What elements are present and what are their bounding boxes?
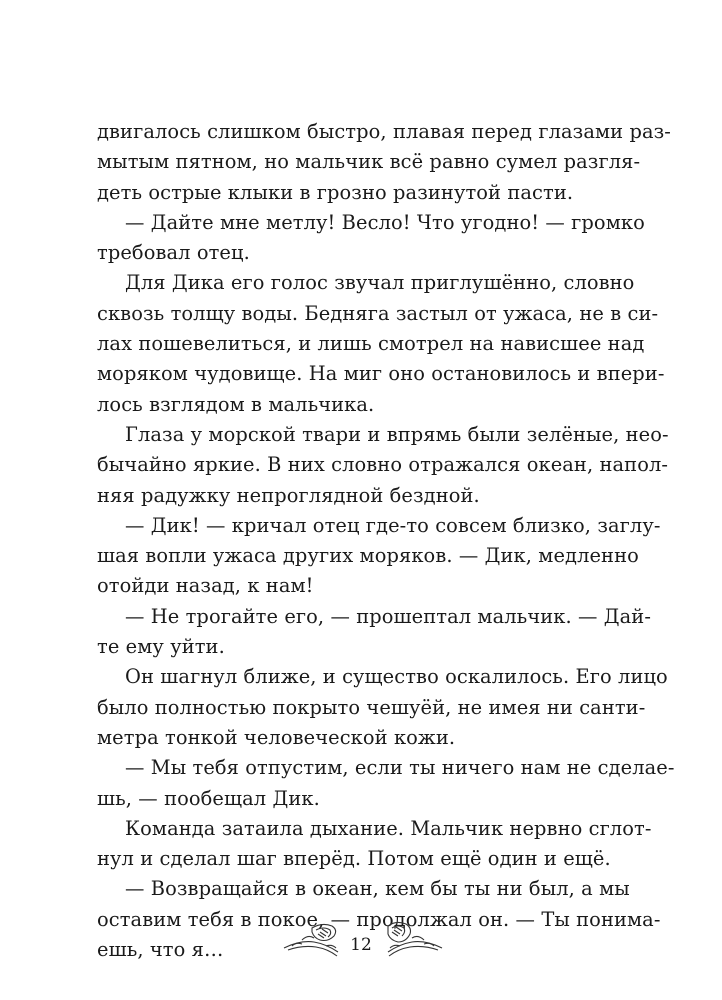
shell-ornament-icon <box>384 918 444 967</box>
text-line: те ему уйти. <box>97 635 225 659</box>
body-text <box>97 117 675 965</box>
text-line: бычайно яркие. В них словно отражался океан, напол- <box>97 453 669 477</box>
text-line: Он шагнул ближе, и существо оскалилось. Его лицо <box>125 665 668 689</box>
text-line: сквозь толщу воды. Бедняга застыл от ужаса, не в си- <box>97 301 659 325</box>
text-line: — Дик! — кричал отец где-то совсем близко, заглу- <box>125 513 661 537</box>
page-number: 12 <box>350 935 372 955</box>
text-line: лось взглядом в мальчика. <box>97 392 375 416</box>
text-line: Для Дика его голос звучал приглушённо, словно <box>125 271 635 295</box>
text-line: требовал отец. <box>97 241 250 265</box>
text-line: деть острые клыки в грозно разинутой пасти. <box>97 180 574 204</box>
text-line: моряком чудовище. На миг оно остановилось и впери- <box>97 362 665 386</box>
text-line: — Дайте мне метлу! Весло! Что угодно! — громко <box>125 210 645 234</box>
page-footer <box>0 918 722 978</box>
text-line: — Не трогайте его, — прошептал мальчик. — Дай- <box>125 604 651 628</box>
text-line: — Мы тебя отпустим, если ты ничего нам не сделае- <box>125 756 675 780</box>
text-line: лах пошевелиться, и лишь смотрел на нависшее над <box>97 332 645 356</box>
text-line: няя радужку непроглядной бездной. <box>97 483 480 507</box>
text-line: шь, — пообещал Дик. <box>97 786 320 810</box>
text-line: шая вопли ужаса других моряков. — Дик, медленно <box>97 544 639 568</box>
text-line: Команда затаила дыхание. Мальчик нервно сглот- <box>125 816 652 840</box>
text-line: двигалось слишком быстро, плавая перед глазами раз- <box>97 120 671 143</box>
text-line: мытым пятном, но мальчик всё равно сумел разгля- <box>97 150 641 174</box>
text-line: Глаза у морской твари и впрямь были зелёные, нео- <box>125 422 669 446</box>
text-line: метра тонкой человеческой кожи. <box>97 725 456 749</box>
text-line: ешь, что я… <box>97 938 224 962</box>
text-line: было полностью покрыто чешуёй, не имея ни санти- <box>97 695 646 719</box>
text-line: оставим тебя в покое, — продолжал он. — Ты понима- <box>97 907 661 931</box>
text-line: отойди назад, к нам! <box>97 574 314 598</box>
text-line: — Возвращайся в океан, кем бы ты ни был, а мы <box>125 877 630 901</box>
text-line: нул и сделал шаг вперёд. Потом ещё один и ещё. <box>97 847 611 871</box>
